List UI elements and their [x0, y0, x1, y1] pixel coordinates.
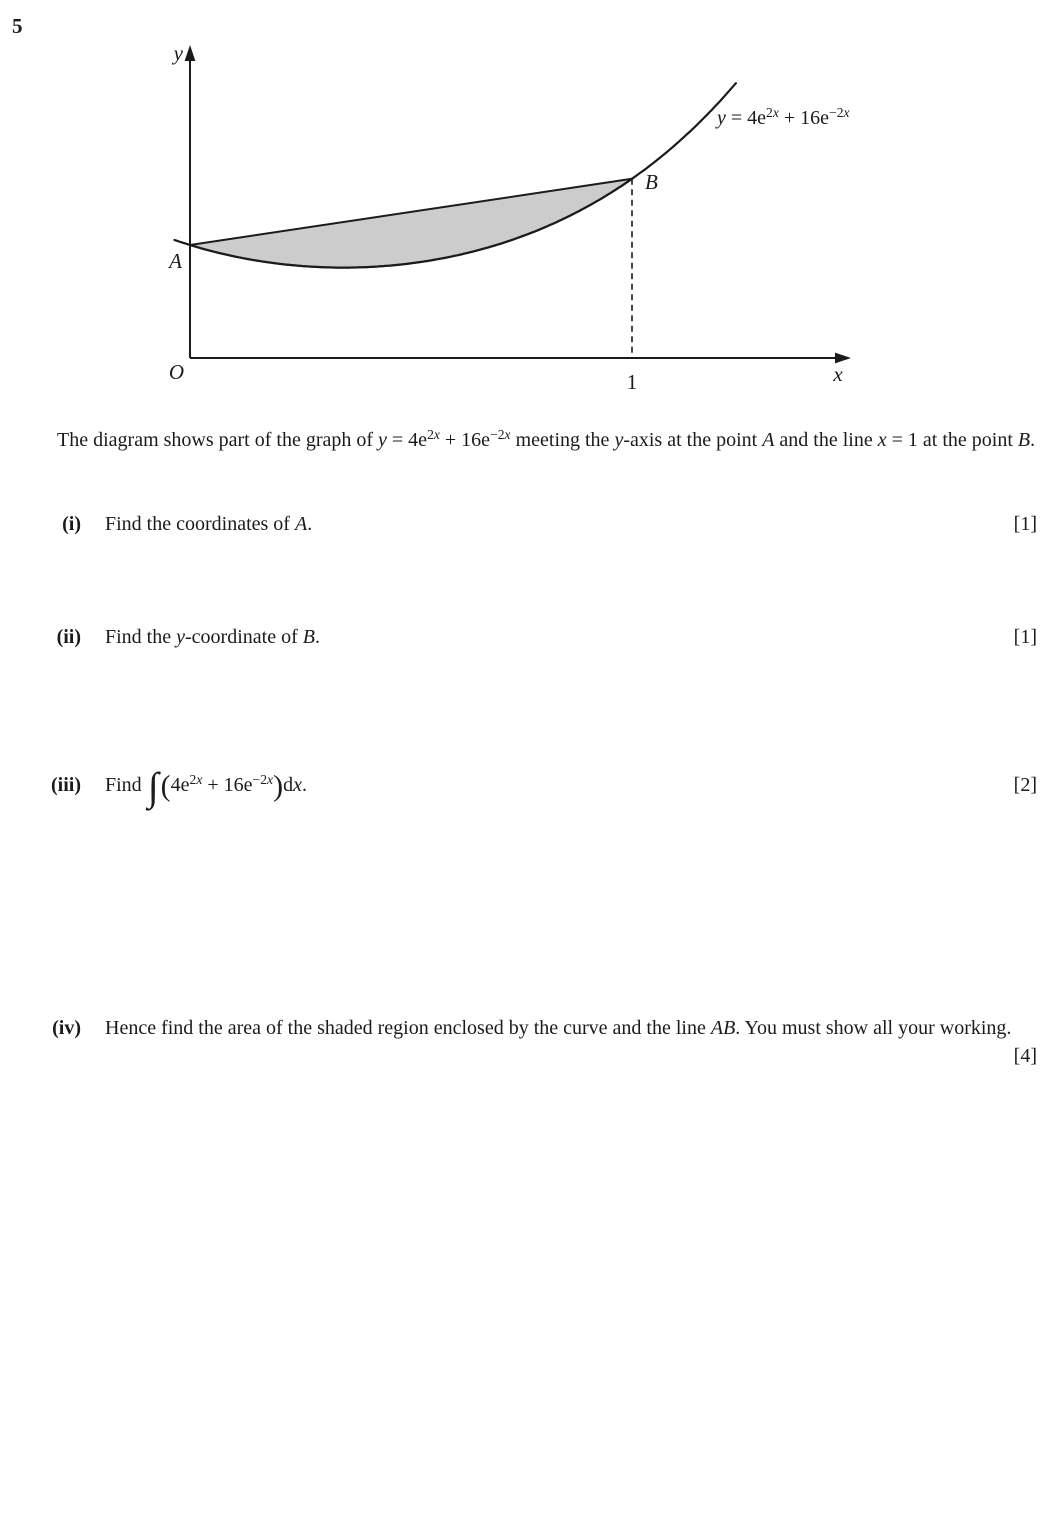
part-marks: [2] — [1013, 774, 1037, 796]
question-part-i — [33, 511, 1037, 538]
part-marks: [4] — [1013, 1045, 1037, 1067]
x-axis-label: x — [833, 362, 843, 386]
part-text: Hence find the area of the shaded region enclosed by the curve and the line AB. You must show all your working. — [105, 1017, 1012, 1039]
part-label: (i) — [62, 513, 81, 535]
question-part-iii — [33, 763, 1037, 809]
part-text: Find the y-coordinate of B. — [105, 626, 320, 648]
part-label: (iii) — [51, 774, 81, 796]
part-text: Find the coordinates of A. — [105, 513, 313, 535]
part-marks: [1] — [1013, 626, 1037, 648]
shaded-region — [190, 179, 632, 268]
curve-equation-label: $y = 4e^{2x} + 16e^{-2x}$ — [717, 105, 850, 129]
graph-svg — [155, 35, 860, 405]
diagram — [155, 35, 860, 405]
intro-paragraph: The diagram shows part of the graph of $y = 4e^{2x} + 16e^{-2x}$ meeting the y-axis at the point A and the line x = 1 at the point B. — [57, 427, 1036, 451]
part-marks: [1] — [1013, 513, 1037, 535]
origin-label: O — [168, 360, 184, 384]
point-b-label: B — [645, 170, 658, 194]
question-number: 5 — [12, 14, 23, 38]
part-text: Find $\int(4e^{2x} + 16e^{-2x})dx$. — [105, 763, 307, 809]
y-axis-label: y — [173, 41, 183, 65]
question-part-iv — [33, 1015, 1037, 1067]
question-part-ii — [33, 624, 1037, 651]
point-a-label: A — [169, 249, 182, 273]
part-label: (ii) — [56, 626, 81, 648]
x-tick-label-1: 1 — [626, 370, 638, 394]
part-label: (iv) — [52, 1017, 81, 1039]
y-axis-arrow-icon — [185, 45, 196, 61]
